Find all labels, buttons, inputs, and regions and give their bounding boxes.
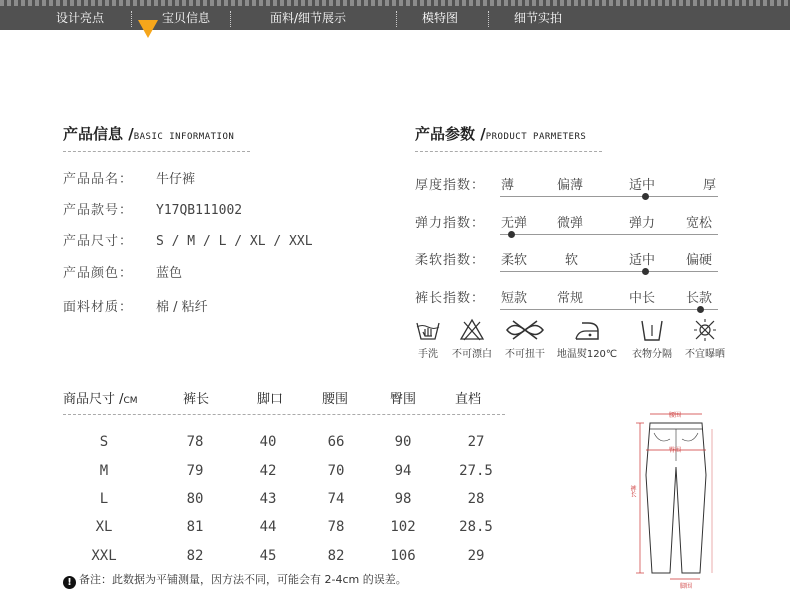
- care-item: 手洗: [413, 318, 443, 360]
- size-cell: M: [99, 463, 109, 479]
- param-label-thickness: 厚度指数：: [415, 178, 486, 193]
- nav-tab-product-info[interactable]: 宝贝信息: [162, 11, 211, 25]
- active-tab-indicator: [138, 20, 158, 38]
- measurement-cell: 27.5: [459, 463, 493, 479]
- length-label: 裤长: [629, 485, 636, 497]
- measurement-cell: 29: [467, 548, 485, 564]
- no-wring-icon: [503, 318, 547, 342]
- no-bleach-icon: [459, 318, 485, 342]
- param-option: 适中: [629, 178, 656, 193]
- param-label-softness: 柔软指数：: [415, 253, 486, 268]
- waist-label: 腰围: [669, 412, 682, 419]
- param-label-length: 裤长指数：: [415, 291, 486, 306]
- param-option: 偏薄: [557, 178, 584, 193]
- param-indicator-dot: [642, 268, 649, 275]
- param-option: 厚: [703, 178, 717, 193]
- param-option: 微弹: [557, 216, 584, 231]
- iron-icon: [572, 318, 602, 342]
- jeans-measurement-diagram: [616, 405, 736, 590]
- param-option: 偏硬: [686, 253, 713, 268]
- param-option: 柔软: [501, 253, 528, 268]
- size-cell: XXL: [91, 548, 117, 564]
- measurement-cell: 27: [467, 434, 485, 450]
- param-indicator-dot: [697, 306, 704, 313]
- table-divider: [63, 414, 505, 415]
- measurement-cell: 78: [186, 434, 204, 450]
- param-scale-line: [500, 234, 718, 235]
- param-option: 软: [565, 253, 579, 268]
- basic-info-title: 产品信息 /BASIC INFORMATION: [63, 125, 235, 143]
- size-cell: XL: [95, 519, 113, 535]
- care-item: 不宜曝晒: [680, 318, 730, 360]
- nav-separator: [488, 11, 489, 27]
- info-row-size: 产品尺寸： S / M / L / XL / XXL: [63, 234, 313, 249]
- param-scale-line: [500, 196, 718, 197]
- column-header: 脚口: [257, 392, 284, 407]
- measurement-cell: 78: [327, 519, 345, 535]
- column-header: 腰围: [322, 392, 349, 407]
- care-item: 地温熨120℃: [556, 318, 618, 360]
- measurement-cell: 94: [394, 463, 412, 479]
- info-row-color: 产品颜色： 蓝色: [63, 266, 183, 281]
- measurement-cell: 74: [327, 491, 345, 507]
- nav-tab-fabric[interactable]: 面料/细节展示: [270, 11, 347, 25]
- measurement-cell: 90: [394, 434, 412, 450]
- measurement-cell: 44: [259, 519, 277, 535]
- top-nav-bar: [0, 0, 790, 30]
- nav-decoration: [0, 0, 790, 6]
- param-option: 中长: [629, 291, 656, 306]
- nav-separator: [396, 11, 397, 27]
- care-item: 衣物分隔: [626, 318, 678, 360]
- hand-wash-icon: [415, 318, 441, 342]
- hip-label: 臀围: [669, 447, 682, 454]
- param-label-elasticity: 弹力指数：: [415, 216, 486, 231]
- size-cell: L: [99, 491, 109, 507]
- param-scale-line: [500, 309, 718, 310]
- warning-icon: !: [63, 576, 76, 589]
- param-option: 长款: [686, 291, 713, 306]
- param-option: 短款: [501, 291, 528, 306]
- param-indicator-dot: [508, 231, 515, 238]
- care-item: 不可扭干: [499, 318, 551, 360]
- measurement-cell: 106: [390, 548, 416, 564]
- measurement-cell: 82: [186, 548, 204, 564]
- measurement-note: ! 备注：此数据为平铺测量，因方法不同，可能会有 2-4cm 的误差。: [63, 571, 407, 589]
- nav-tab-model[interactable]: 模特图: [422, 11, 459, 25]
- wash-separately-icon: [639, 318, 665, 342]
- nav-separator: [131, 11, 132, 27]
- column-header: 裤长: [183, 392, 210, 407]
- measurement-cell: 80: [186, 491, 204, 507]
- nav-tab-design[interactable]: 设计亮点: [56, 11, 105, 25]
- param-option: 无弹: [501, 216, 528, 231]
- column-header: 直档: [455, 392, 482, 407]
- param-option: 常规: [557, 291, 584, 306]
- divider: [415, 151, 602, 152]
- size-table-header-label: 商品尺寸 /CM: [63, 392, 138, 407]
- info-row-name: 产品品名： 牛仔裤: [63, 172, 196, 187]
- measurement-cell: 70: [327, 463, 345, 479]
- column-header: 臀围: [390, 392, 417, 407]
- measurement-cell: 98: [394, 491, 412, 507]
- param-option: 薄: [501, 178, 515, 193]
- nav-tab-details[interactable]: 细节实拍: [514, 11, 563, 25]
- measurement-cell: 81: [186, 519, 204, 535]
- measurement-cell: 40: [259, 434, 277, 450]
- divider: [63, 151, 250, 152]
- measurement-cell: 66: [327, 434, 345, 450]
- measurement-cell: 28: [467, 491, 485, 507]
- size-cell: S: [99, 434, 109, 450]
- hem-label: 脚围: [680, 583, 693, 590]
- param-option: 适中: [629, 253, 656, 268]
- info-row-material: 面料材质： 棉 / 粘纤: [63, 300, 208, 315]
- measurement-cell: 28.5: [459, 519, 493, 535]
- measurement-cell: 42: [259, 463, 277, 479]
- param-option: 弹力: [629, 216, 656, 231]
- nav-separator: [230, 11, 231, 27]
- param-indicator-dot: [642, 193, 649, 200]
- measurement-cell: 43: [259, 491, 277, 507]
- info-row-code: 产品款号： Y17QB111002: [63, 203, 243, 218]
- measurement-cell: 79: [186, 463, 204, 479]
- product-params-title: 产品参数 /PRODUCT PARMETERS: [415, 125, 587, 143]
- param-scale-line: [500, 271, 718, 272]
- measurement-cell: 102: [390, 519, 416, 535]
- care-item: 不可漂白: [446, 318, 498, 360]
- param-option: 宽松: [686, 216, 713, 231]
- no-sun-icon: [692, 318, 718, 342]
- measurement-cell: 82: [327, 548, 345, 564]
- measurement-cell: 45: [259, 548, 277, 564]
